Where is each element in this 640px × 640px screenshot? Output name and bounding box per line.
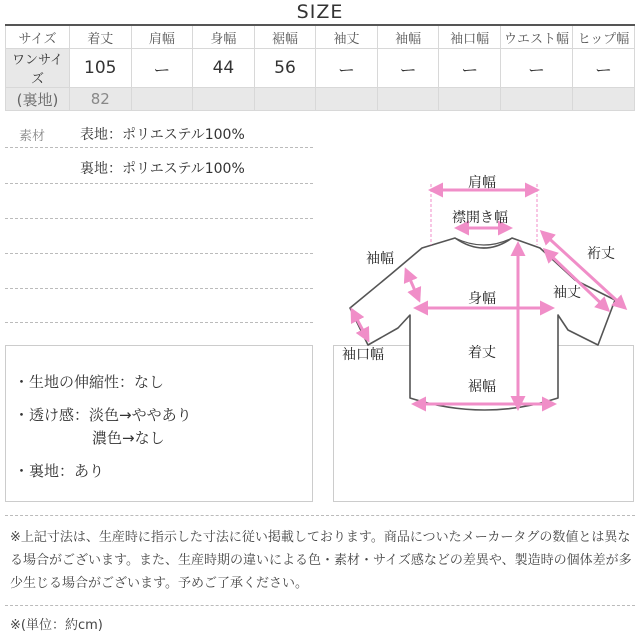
table-cell — [377, 88, 439, 111]
size-table — [5, 26, 635, 111]
table-cell — [501, 88, 573, 111]
header-sleeve-length: 袖丈 — [316, 26, 378, 49]
row-label: (裏地) — [6, 88, 70, 111]
header-cuff: 袖口幅 — [439, 26, 501, 49]
table-cell: 105 — [70, 49, 132, 88]
table-cell — [573, 88, 635, 111]
table-cell: ー — [131, 49, 193, 88]
header-shoulder: 肩幅 — [131, 26, 193, 49]
label-raglan: 裄丈 — [587, 246, 615, 262]
label-sleeve-length: 袖丈 — [553, 285, 581, 301]
table-cell — [254, 88, 316, 111]
table-cell: 82 — [70, 88, 132, 111]
label-hem: 裾幅 — [468, 379, 496, 395]
label-shoulder: 肩幅 — [468, 175, 496, 191]
divider — [5, 322, 313, 323]
table-cell: ー — [501, 49, 573, 88]
table-cell: ー — [573, 49, 635, 88]
label-neck: 襟開き幅 — [452, 210, 508, 226]
header-sleeve-width: 袖幅 — [377, 26, 439, 49]
header-size: サイズ — [6, 26, 70, 49]
spec-sheer: ・透け感：淡色→ややあり — [14, 406, 192, 424]
material-label: 素材 — [19, 129, 46, 144]
divider — [5, 218, 313, 219]
table-cell: 56 — [254, 49, 316, 88]
material-outer: 表地：ポリエステル100% — [80, 127, 245, 143]
header-waist: ウエスト幅 — [501, 26, 573, 49]
header-length: 着丈 — [70, 26, 132, 49]
table-cell — [316, 88, 378, 111]
unit-note: ※(単位：約cm) — [10, 618, 103, 633]
row-label: ワンサイズ — [6, 49, 70, 88]
label-length: 着丈 — [468, 345, 496, 361]
table-cell: ー — [439, 49, 501, 88]
table-cell: ー — [377, 49, 439, 88]
label-sleeve-width: 袖幅 — [366, 251, 394, 267]
spec-lining: ・裏地：あり — [14, 462, 105, 480]
divider — [5, 147, 313, 148]
spec-sheer-dark: 濃色→なし — [92, 429, 165, 447]
divider — [5, 183, 313, 184]
table-cell — [131, 88, 193, 111]
label-chest: 身幅 — [468, 291, 496, 307]
label-cuff: 袖口幅 — [342, 347, 384, 363]
table-cell — [439, 88, 501, 111]
divider — [5, 515, 635, 516]
divider — [5, 605, 635, 606]
header-chest: 身幅 — [193, 26, 255, 49]
size-table-header-row — [6, 26, 635, 49]
table-cell — [193, 88, 255, 111]
material-lining: 裏地：ポリエステル100% — [80, 161, 245, 177]
size-title: SIZE — [296, 1, 344, 23]
spec-stretch: ・生地の伸縮性：なし — [14, 373, 165, 391]
table-row — [6, 49, 635, 88]
table-cell: ー — [316, 49, 378, 88]
table-cell: 44 — [193, 49, 255, 88]
table-row — [6, 88, 635, 111]
header-hip: ヒップ幅 — [573, 26, 635, 49]
disclaimer-text: ※上記寸法は、生産時に指示した寸法に従い掲載しております。商品についたメーカータグの数値とは異なる場合がございます。また、生産時期の違いによる色・素材・サイズ感などの差異や、製造時の個体差が多少生じる場合がございます。予めご了承ください。 — [10, 530, 632, 591]
header-hem: 裾幅 — [254, 26, 316, 49]
divider — [5, 253, 313, 254]
divider — [5, 288, 313, 289]
